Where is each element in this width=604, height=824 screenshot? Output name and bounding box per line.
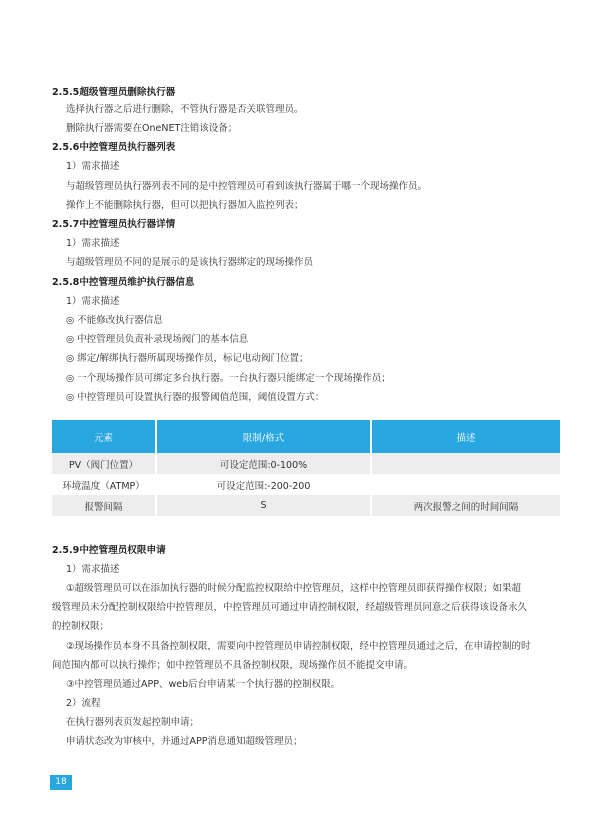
paragraph: 与超级管理员执行器列表不同的是中控管理员可看到该执行器属于哪一个现场操作员。	[66, 181, 428, 192]
table-cell: PV（阀门位置）	[52, 453, 156, 474]
paragraph: 申请状态改为审核中，并通过APP消息通知超级管理员；	[66, 736, 303, 747]
list-item: ◎ 中控管理员可设置执行器的报警阈值范围，阈值设置方式：	[66, 392, 325, 403]
subheading: 1）需求描述	[66, 238, 120, 249]
table-cell: 环境温度（ATMP）	[52, 474, 156, 495]
table-cell: 可设定范围:0-100%	[156, 453, 371, 474]
table-row	[52, 495, 560, 516]
table-cell: 两次报警之间的时间间隔	[371, 495, 560, 516]
list-item: ◎ 一个现场操作员可绑定多台执行器。一台执行器只能绑定一个现场操作员；	[66, 373, 391, 384]
subheading: 1）需求描述	[66, 161, 120, 172]
table-cell: 报警间隔	[52, 495, 156, 516]
subheading: 1）需求描述	[66, 296, 120, 307]
paragraph: 操作上不能删除执行器，但可以把执行器加入监控列表；	[66, 200, 304, 211]
subheading: 2）流程	[66, 698, 101, 709]
table-cell: 可设定范围:-200-200	[156, 474, 371, 495]
table-header: 描述	[371, 420, 560, 453]
table-header: 元素	[52, 420, 156, 453]
section-2-5-8-title: 2.5.8中控管理员维护执行器信息	[52, 277, 195, 288]
list-item: ◎ 绑定/解绑执行器所属现场操作员，标记电动阀门位置；	[66, 353, 309, 364]
paragraph: 删除执行器需要在OneNET注销该设备；	[66, 123, 238, 134]
paragraph: 与超级管理员不同的是展示的是该执行器绑定的现场操作员	[66, 257, 314, 268]
paragraph: 间范围内都可以执行操作；如中控管理员不具备控制权限，现场操作员不能提交申请。	[52, 660, 414, 671]
table-cell	[371, 474, 560, 495]
table-row	[52, 453, 560, 474]
section-2-5-7-title: 2.5.7中控管理员执行器详情	[52, 219, 176, 230]
section-2-5-9-title: 2.5.9中控管理员权限申请	[52, 545, 166, 556]
threshold-table	[52, 420, 560, 516]
table-cell	[371, 453, 560, 474]
subheading: 1）需求描述	[66, 564, 120, 575]
list-item: ◎ 不能修改执行器信息	[66, 315, 163, 326]
page-number: 18	[50, 775, 72, 790]
section-2-5-6-title: 2.5.6中控管理员执行器列表	[52, 142, 176, 153]
paragraph: 级管理员未分配控制权限给中控管理员，中控管理员可通过申请控制权限，经超级管理员同意之后获得该设备永久	[52, 602, 528, 613]
paragraph: 选择执行器之后进行删除，不管执行器是否关联管理员。	[66, 104, 304, 115]
table-header: 限制/格式	[156, 420, 371, 453]
paragraph: 在执行器列表页发起控制申请；	[66, 717, 200, 728]
paragraph: ②现场操作员本身不具备控制权限，需要向中控管理员申请控制权限，经中控管理员通过之后，在申请控制的时	[66, 641, 531, 652]
paragraph: 的控制权限；	[52, 621, 110, 632]
paragraph: ③中控管理员通过APP、web后台申请某一个执行器的控制权限。	[66, 679, 341, 690]
paragraph: ①超级管理员可以在添加执行器的时候分配监控权限给中控管理员，这样中控管理员即获得操作权限；如果超	[66, 583, 522, 594]
table-cell: S	[156, 495, 371, 516]
section-2-5-5-title: 2.5.5超级管理员删除执行器	[52, 87, 176, 98]
list-item: ◎ 中控管理员负责补录现场阀门的基本信息	[66, 334, 249, 345]
table-row	[52, 474, 560, 495]
